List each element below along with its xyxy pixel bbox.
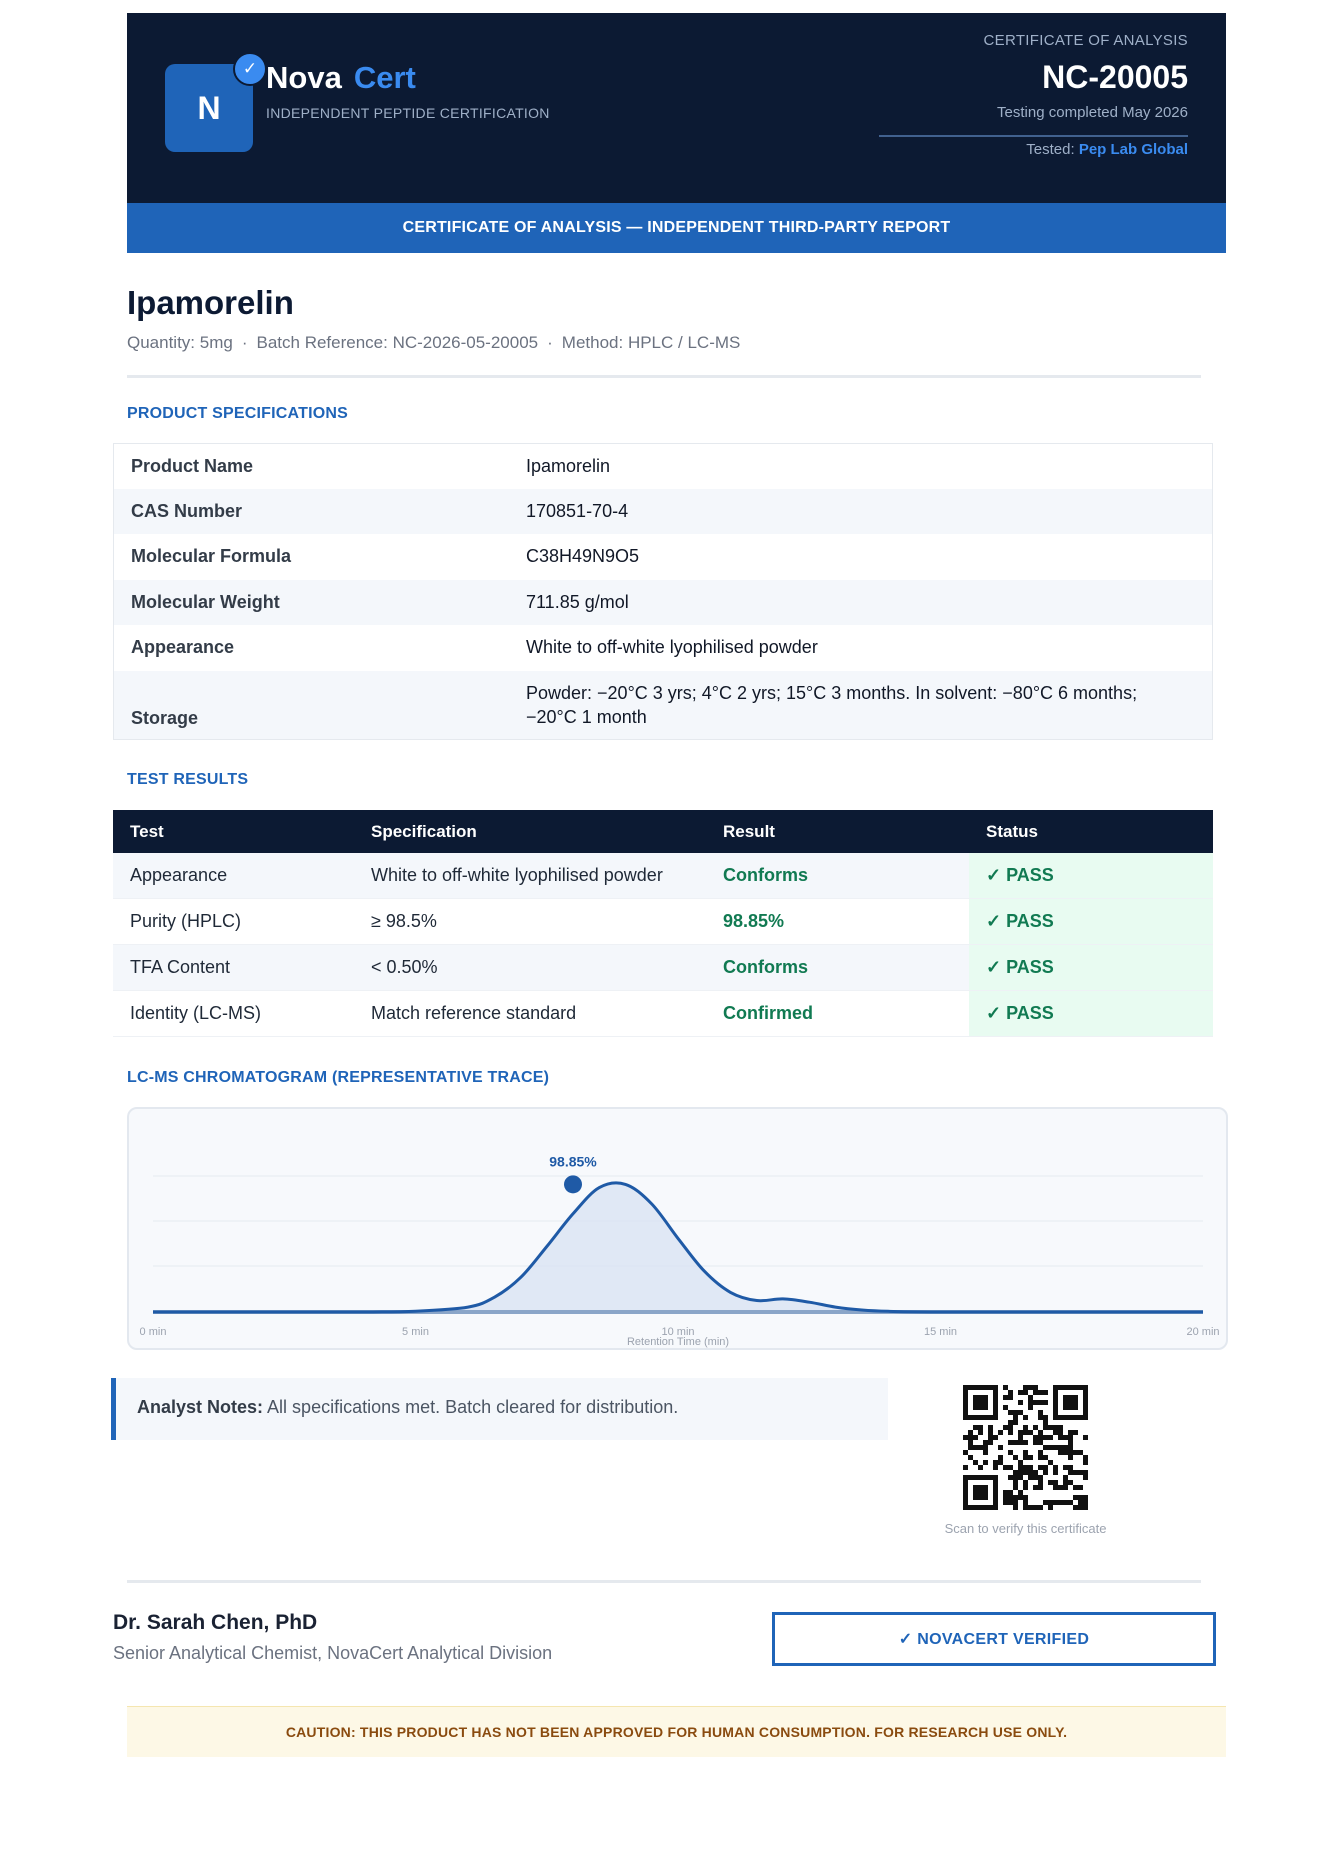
test-results-table — [113, 810, 1213, 1037]
peak-marker — [564, 1175, 582, 1193]
spec-row — [114, 534, 1213, 580]
certificate-number: NC-20005 — [1042, 59, 1188, 95]
meta-separator: · — [241, 333, 248, 352]
section-divider — [127, 375, 1201, 378]
test-spec: < 0.50% — [354, 945, 706, 991]
status-badge: ✓ PASS — [969, 853, 1213, 899]
test-result: Confirmed — [706, 991, 969, 1037]
table-row — [113, 945, 1213, 991]
certificate-header — [127, 13, 1226, 203]
spec-value: 711.85 g/mol — [509, 580, 1213, 625]
footer-divider — [127, 1580, 1201, 1583]
analyst-notes-body: All specifications met. Batch cleared for distribution. — [267, 1397, 679, 1417]
spec-row — [114, 625, 1213, 671]
spec-row — [114, 671, 1213, 740]
x-tick-label: 10 min — [661, 1326, 695, 1338]
spec-label: Product Name — [131, 455, 254, 476]
chromatogram-panel — [127, 1107, 1228, 1350]
batch-reference: Batch Reference: NC-2026-05-20005 — [256, 333, 539, 352]
logo-check-glyph: ✓ — [242, 59, 258, 78]
status-badge: ✓ PASS — [969, 945, 1213, 991]
analyst-notes-label: Analyst Notes: — [137, 1397, 264, 1417]
meta-separator: · — [547, 333, 553, 352]
test-name: Purity (HPLC) — [113, 899, 354, 945]
x-tick-label: 0 min — [139, 1326, 167, 1338]
tested-by — [1026, 141, 1188, 158]
column-header-specification: Specification — [354, 810, 706, 853]
spec-value: Powder: −20°C 3 yrs; 4°C 2 yrs; 15°C 3 months. In solvent: −80°C 6 months; −20°C 1 month — [509, 671, 1213, 740]
specifications-heading: PRODUCT SPECIFICATIONS — [127, 405, 349, 422]
testing-completed-date: Testing completed May 2026 — [997, 104, 1188, 121]
test-name: Identity (LC-MS) — [113, 991, 354, 1037]
signatory-title: Senior Analytical Chemist, NovaCert Analytical Division — [113, 1643, 553, 1663]
spec-value: White to off-white lyophilised powder — [526, 637, 818, 657]
test-spec: Match reference standard — [354, 991, 706, 1037]
verification-qr-code[interactable] — [963, 1385, 1088, 1510]
header-divider — [879, 135, 1188, 137]
testing-lab-name: Pep Lab Global — [1078, 141, 1188, 158]
test-name: Appearance — [113, 853, 354, 899]
analyst-notes — [111, 1378, 888, 1440]
test-spec: White to off-white lyophilised powder — [354, 853, 706, 899]
analyst-notes-text — [137, 1397, 678, 1418]
logo-letter: N — [197, 89, 221, 126]
status-badge: ✓ PASS — [969, 991, 1213, 1037]
product-quantity: Quantity: 5mg — [127, 333, 233, 352]
results-header-row — [113, 810, 1213, 853]
spec-label: Molecular Formula — [131, 546, 292, 566]
spec-row — [114, 580, 1213, 625]
peak-label: 98.85% — [549, 1153, 597, 1170]
spec-label: Molecular Weight — [114, 580, 510, 625]
test-results-heading: TEST RESULTS — [127, 771, 249, 788]
test-method: Method: HPLC / LC-MS — [561, 333, 741, 352]
caution-notice: CAUTION: THIS PRODUCT HAS NOT BEEN APPROVED FOR HUMAN CONSUMPTION. FOR RESEARCH USE ONLY. — [127, 1706, 1226, 1757]
table-row — [113, 991, 1213, 1037]
spec-label: CAS Number — [114, 489, 510, 534]
status-badge: ✓ PASS — [969, 899, 1213, 945]
spec-value: C38H49N9O5 — [526, 546, 640, 566]
product-title: Ipamorelin — [127, 284, 294, 321]
verified-badge: ✓ NOVACERT VERIFIED — [772, 1612, 1216, 1666]
test-result: Conforms — [706, 945, 969, 991]
tested-label: Tested: — [1026, 141, 1075, 158]
qr-caption: Scan to verify this certificate — [944, 1521, 1107, 1536]
document-type-label: CERTIFICATE OF ANALYSIS — [983, 32, 1188, 49]
spec-value: Ipamorelin — [526, 455, 611, 476]
brand-name-part1: Nova — [266, 60, 342, 95]
column-header-result: Result — [706, 810, 969, 853]
brand-tagline: INDEPENDENT PEPTIDE CERTIFICATION — [266, 105, 550, 121]
spec-label: Storage — [114, 671, 510, 740]
chromatogram-heading: LC-MS CHROMATOGRAM (REPRESENTATIVE TRACE) — [127, 1069, 550, 1086]
test-name: TFA Content — [113, 945, 354, 991]
spec-row — [114, 489, 1213, 534]
spec-row — [114, 444, 1213, 489]
chromatogram-chart — [129, 1109, 1226, 1348]
table-row — [113, 899, 1213, 945]
test-result: Conforms — [706, 853, 969, 899]
report-banner: CERTIFICATE OF ANALYSIS — INDEPENDENT THIRD-PARTY REPORT — [127, 203, 1226, 253]
product-meta — [127, 333, 740, 353]
x-axis-label: Retention Time (min) — [626, 1336, 730, 1348]
test-spec: ≥ 98.5% — [354, 899, 706, 945]
specifications-table — [113, 443, 1213, 740]
trace-area — [153, 1183, 1203, 1312]
spec-label: Appearance — [131, 637, 235, 657]
x-tick-label: 20 min — [1186, 1326, 1220, 1338]
spec-value: 170851-70-4 — [509, 489, 1213, 534]
check-badge-icon — [233, 52, 267, 86]
test-result: 98.85% — [706, 899, 969, 945]
table-row — [113, 853, 1213, 899]
column-header-test: Test — [113, 810, 354, 853]
brand-name-part2: Cert — [353, 60, 416, 95]
column-header-status: Status — [969, 810, 1213, 853]
x-tick-label: 5 min — [402, 1326, 429, 1338]
brand-name — [266, 60, 416, 96]
signatory-name: Dr. Sarah Chen, PhD — [113, 1611, 318, 1634]
x-tick-label: 15 min — [923, 1326, 958, 1338]
